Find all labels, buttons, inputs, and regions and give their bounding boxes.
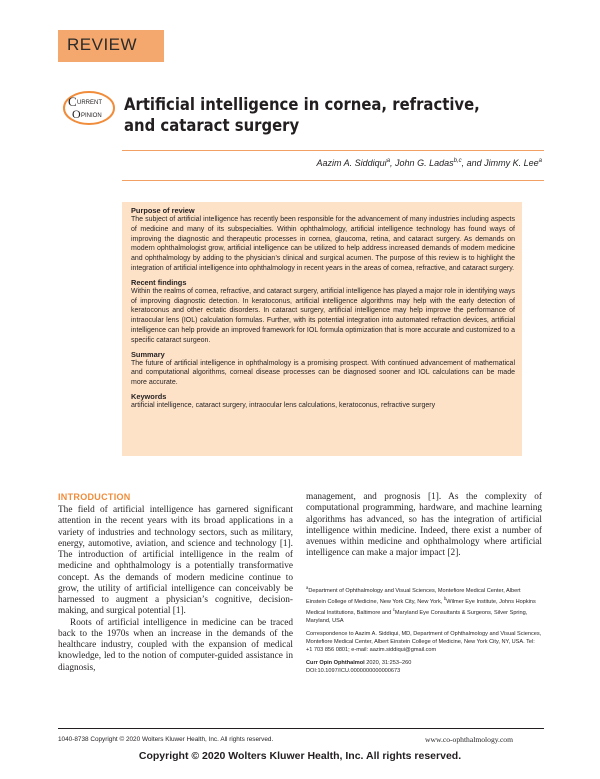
authors: Aazim A. Siddiqui$^a$, John G. Ladas$^{b,c}$, and Jimmy K. Lee$^a$ xyxy=(316,158,542,168)
affiliation-text: $^a$Department of Ophthalmology and Visual Sciences, Montefiore Medical Center, Albert Einstein College of Medicine, New York City, New York, $^b$Wilmer Eye Institute, Johns Hopkins Medical Institutions, Baltimore and $^c$Maryland Eye Consultants & Surgeons, Silver Spring, Maryland, USA xyxy=(306,585,536,625)
journal-citation: Curr Opin Ophthalmol 2020, 31:253–260 xyxy=(306,659,412,666)
logo-initial-o: O xyxy=(72,107,81,121)
article-title: Artificial intelligence in cornea, refractive, and cataract surgery xyxy=(124,95,480,135)
abstract-content xyxy=(131,206,515,411)
findings-heading: Recent findings xyxy=(131,277,187,287)
review-banner xyxy=(58,30,164,62)
authors-rule xyxy=(122,180,544,181)
logo-line2: PINION xyxy=(81,113,102,119)
author-2-sup: b,c xyxy=(453,158,462,164)
author-1-sup: a xyxy=(386,158,391,164)
current-opinion-logo xyxy=(62,88,120,128)
doi: DOI:10.1097/ICU.0000000000000673 xyxy=(306,667,401,674)
copyright-notice: Copyright © 2020 Wolters Kluwer Health, Inc. All rights reserved. xyxy=(138,750,462,762)
affiliations xyxy=(306,584,542,675)
author-3: Jimmy K. Lee xyxy=(484,158,539,168)
footer-left: 1040-8738 Copyright © 2020 Wolters Kluwer Health, Inc. All rights reserved. xyxy=(58,736,274,743)
author-3-sup: a xyxy=(538,158,542,164)
right-column xyxy=(306,492,542,560)
introduction-heading: INTRODUCTION xyxy=(58,492,131,502)
title-rule xyxy=(122,150,544,151)
intro-paragraph-1: The field of artificial intelligence has garnered significant attention in the recent years with its broad applications in a variety of industries and technology sectors, such as military, energy, automotive, aviation, and science and technology [1]. The introduction of artificial intelligence in the realm of medicine and ophthalmology is a potentially transformative concept. As the demands of modern medicine continue to grow, the utility of artificial intelligence can conceivably be harnessed to augment a physician’s cognitive, decision-making, and surgical potential [1]. xyxy=(58,505,293,617)
left-column xyxy=(58,505,293,674)
purpose-text: The subject of artificial intelligence has recently been responsible for the advancement of many industries including aspects of medicine and many of its subspecialties. Within ophthalmology, artificial intelligence technology has found ways of improving the diagnostic and therapeutic processes in cornea, glaucoma, retina, and cataract surgery. As demands on modern ophthalmologist grow, artificial intelligence can be utilized to help address increased demands of modern medicine and ophthalmology by adding to the physician’s clinical and surgical acumen. The purpose of this review is to highlight the integration of artificial intelligence into ophthalmology in recent years in the areas of cornea, refractive, and cataract surgery. xyxy=(131,216,515,272)
summary-text: The future of artificial intelligence in ophthalmology is a promising prospect. With continued advancement of mathematical and computational algorithms, corneal disease processes can be diagnosed sooner and IOL calculations can be made more accurate. xyxy=(131,359,515,387)
keywords-heading: Keywords xyxy=(131,391,167,401)
keywords-text: artificial intelligence, cataract surgery, intraocular lens calculations, keratoconus, refractive surgery xyxy=(131,401,436,409)
right-paragraph-1: management, and prognosis [1]. As the complexity of computational programming, hardware, and machine learning algorithms has advanced, so has the integration of artificial intelligence within medicine. Indeed, there exist a number of avenues within medicine and ophthalmology where artificial intelligence can make a major impact [2]. xyxy=(306,492,542,559)
summary-heading: Summary xyxy=(131,349,165,359)
footer-website: www.co-ophthalmology.com xyxy=(425,735,514,744)
author-2: John G. Ladas xyxy=(395,158,454,168)
correspondence: Correspondence to Aazim A. Siddiqui, MD, Department of Ophthalmology and Visual Sciences, Montefiore Medical Center, Albert Einstein College of Medicine, New York City, NY, USA. Tel: +1 703 856 0801; e-mail: aazim.siddiqui@gmail.com xyxy=(306,630,542,654)
review-label: REVIEW xyxy=(67,35,138,54)
purpose-heading: Purpose of review xyxy=(131,206,195,215)
intro-paragraph-2: Roots of artificial intelligence in medicine can be traced back to the 1970s when an increase in the demands of the healthcare industry, coupled with the expansion of medical knowledge, led to the notion of computer-guided assistance in diagnosis, xyxy=(58,617,293,673)
author-1: Aazim A. Siddiqui xyxy=(316,158,387,168)
findings-text: Within the realms of cornea, refractive, and cataract surgery, artificial intelligence has played a major role in identifying ways of improving diagnostic detection. In keratoconus, artificial intelligence algorithms may help with the early detection of keratoconus and other ectatic disorders. In cataract surgery, artificial intelligence may help improve the performance of intraocular lens (IOL) calculation formulas. Further, with its potential integration into automated refraction devices, artificial intelligence can help provide an improved framework for IOL formula optimization that is more accurate and customized to a specific cataract surgeon. xyxy=(131,287,515,344)
logo-line1: URRENT xyxy=(77,100,102,106)
logo-initial-c: C xyxy=(68,94,77,109)
footer-rule xyxy=(58,728,544,729)
